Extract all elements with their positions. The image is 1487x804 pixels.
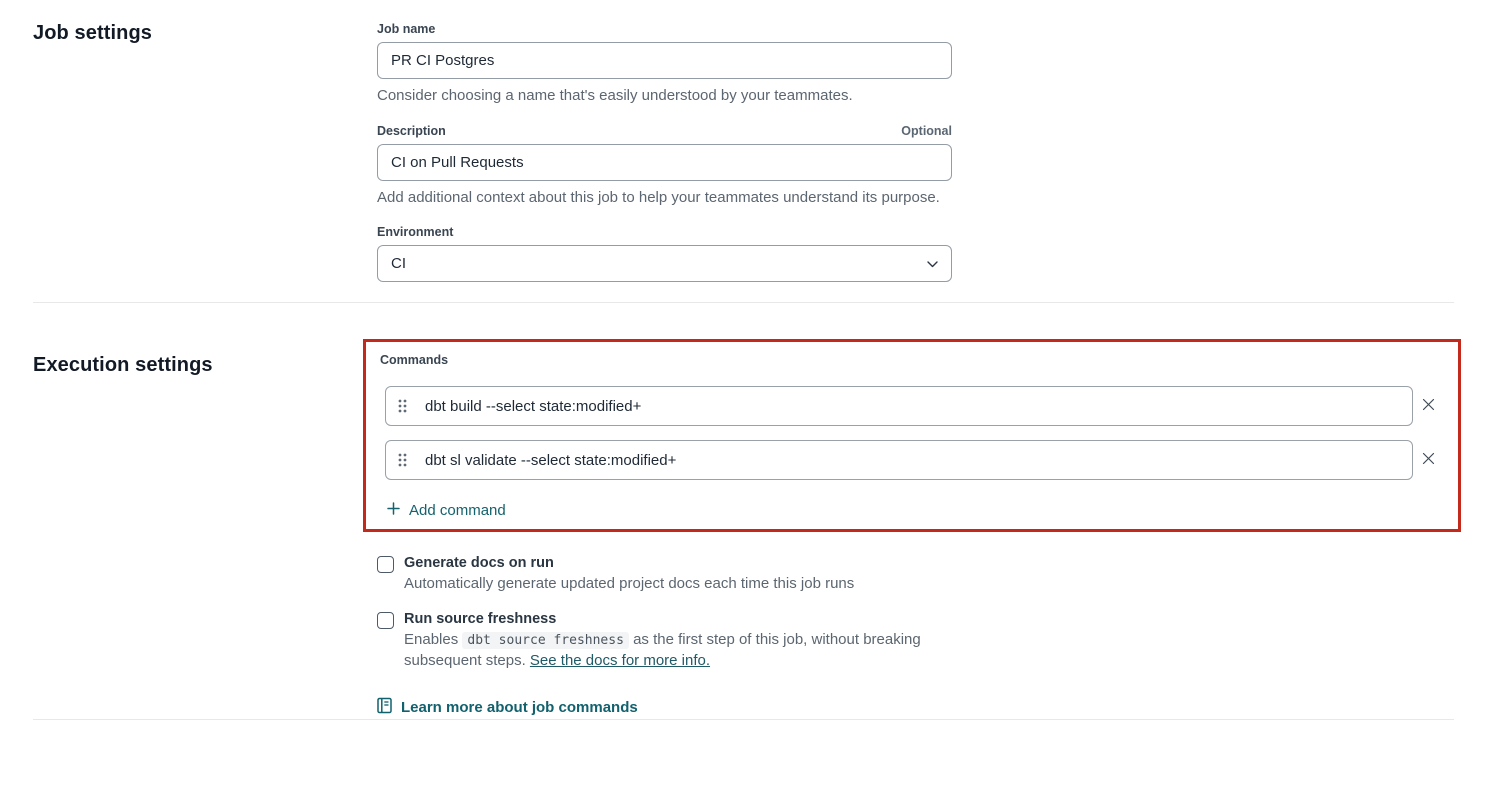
command-input[interactable] (385, 386, 1413, 426)
add-command-button[interactable] (387, 502, 506, 519)
environment-select[interactable] (377, 245, 952, 282)
see-docs-link[interactable]: See the docs for more info. (529, 652, 711, 669)
optional-badge: Optional (901, 124, 952, 138)
command-input[interactable] (385, 440, 1413, 480)
description-label: Description (377, 124, 446, 138)
freshness-code-snippet: dbt source freshness (462, 632, 629, 649)
command-text: dbt sl validate --select state:modified+ (425, 451, 677, 469)
environment-field (377, 225, 952, 282)
run-source-freshness-content (404, 611, 939, 671)
command-text: dbt build --select state:modified+ (425, 397, 642, 415)
environment-selected-value: CI (391, 255, 406, 272)
section-divider (33, 302, 1454, 303)
description-helper: Add additional context about this job to help your teammates understand its purpose. (377, 189, 940, 206)
commands-highlight-box (363, 339, 1461, 532)
chevron-down-icon (927, 255, 938, 272)
add-command-label: Add command (409, 502, 506, 519)
execution-settings-title-column (33, 339, 377, 719)
job-settings-title: Job settings (33, 22, 152, 44)
command-row (385, 440, 1444, 480)
run-source-freshness-label: Run source freshness (404, 611, 557, 627)
generate-docs-row (377, 555, 1454, 594)
learn-more-label: Learn more about job commands (401, 699, 638, 716)
job-name-label-row (377, 22, 952, 36)
remove-command-button[interactable] (1413, 386, 1444, 426)
close-icon (1422, 398, 1435, 414)
description-input[interactable] (377, 144, 952, 181)
environment-label-row (377, 225, 952, 239)
description-field (377, 124, 952, 206)
book-icon (377, 697, 392, 718)
bottom-divider (33, 719, 1454, 720)
job-settings-title-column (33, 22, 377, 302)
commands-label: Commands (380, 353, 449, 367)
section-job-settings (33, 0, 1454, 302)
drag-handle-icon[interactable] (398, 453, 407, 467)
job-name-input[interactable] (377, 42, 952, 79)
freshness-desc-suffix: as the first step of this job, without breaking subsequent steps. (404, 631, 921, 669)
learn-more-link[interactable] (377, 697, 638, 718)
generate-docs-description: Automatically generate updated project docs each time this job runs (404, 575, 855, 592)
run-source-freshness-checkbox[interactable] (377, 612, 394, 629)
plus-icon (387, 502, 400, 519)
section-execution-settings (33, 339, 1454, 719)
job-name-field (377, 22, 952, 104)
environment-label: Environment (377, 225, 454, 239)
run-source-freshness-description (404, 630, 939, 671)
job-name-helper: Consider choosing a name that's easily understood by your teammates. (377, 87, 853, 104)
job-name-label: Job name (377, 22, 436, 36)
execution-settings-content (377, 339, 1454, 719)
freshness-desc-prefix: Enables (404, 631, 463, 648)
remove-command-button[interactable] (1413, 440, 1444, 480)
description-label-row (377, 124, 952, 138)
drag-handle-icon[interactable] (398, 399, 407, 413)
command-row (385, 386, 1444, 426)
generate-docs-checkbox[interactable] (377, 556, 394, 573)
generate-docs-content (404, 555, 854, 594)
job-settings-fields (377, 22, 1454, 302)
execution-settings-title: Execution settings (33, 354, 213, 376)
close-icon (1422, 452, 1435, 468)
generate-docs-label: Generate docs on run (404, 555, 554, 571)
run-source-freshness-row (377, 611, 1454, 671)
